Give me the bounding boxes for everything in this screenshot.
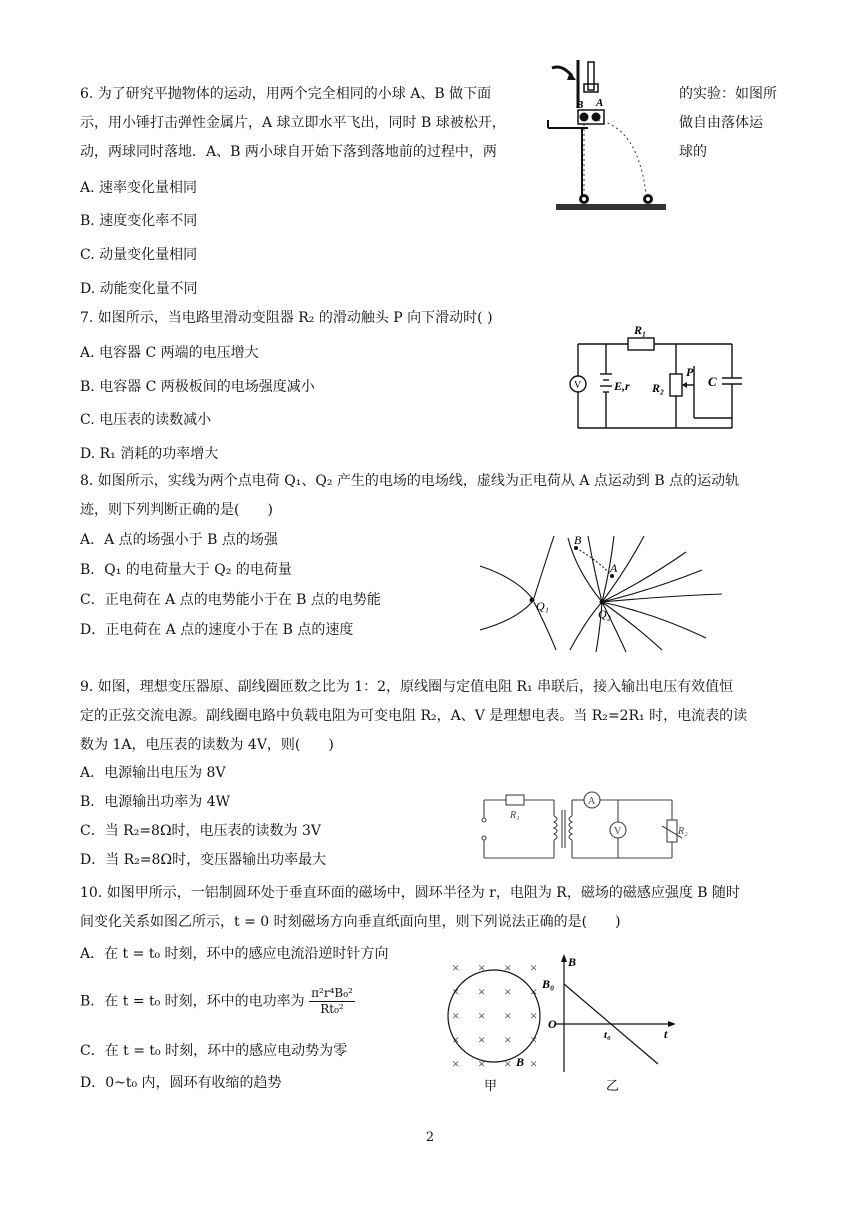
q10-jia-label: 甲 [484,1078,498,1093]
q7-r2-label: R₂ [652,381,665,395]
q10-formula-numerator: π²r⁴B₀² [311,986,353,1000]
q6-label-b: B [576,99,584,111]
q7-option-b: B. 电容器 C 两极板间的电场强度减小 [80,379,315,395]
field-cross-mark: × [530,960,538,975]
q9-line2: 定的正弦交流电源。副线圈电路中负载电阻为可变电阻 R₂，A、V 是理想电表。当 R₂=2R₁ 时，电流表的读 [80,708,748,724]
q7-option-a: A. 电容器 C 两端的电压增大 [80,345,259,361]
q7-stem: 7. 如图所示，当电路里滑动变阻器 R₂ 的滑动触头 P 向下滑动时( ) [80,310,493,326]
q10-option-c: C．在 t = t₀ 时刻，环中的感应电动势为零 [80,1043,348,1059]
q10-b0-label: B₀ [542,977,555,991]
q7-r1-label: R₁ [634,323,647,337]
q10-axis-b-label: B [568,955,577,969]
q7-p-label: P [686,365,694,379]
q10-yi-label: 乙 [606,1078,620,1093]
q7-c-label: C [708,374,717,389]
q9-line3: 数为 1A，电压表的读数为 4V，则( ) [80,737,334,753]
q8-line2: 迹，则下列判断正确的是( ) [80,502,273,518]
field-cross-mark: × [504,1032,512,1047]
q8-option-d: D．正电荷在 A 点的速度小于在 B 点的速度 [80,622,354,638]
q8-option-a: A．A 点的场强小于 B 点的场强 [80,532,278,548]
q8-q2-label: Q₂ [598,607,611,621]
q8-electric-field-figure [476,530,782,654]
field-cross-mark: × [478,1008,486,1023]
q9-transformer-circuit-figure [472,790,688,866]
q9-line1: 9. 如图，理想变压器原、副线圈匝数之比为 1：2，原线圈与定值电阻 R₁ 串联后，接入输出电压有效值恒 [80,679,734,695]
q10-t-axis-label: t [664,1027,668,1041]
q10-origin-label: O [548,1017,557,1031]
q8-line1: 8. 如图所示，实线为两个点电荷 Q₁、Q₂ 产生的电场的电场线，虚线为正电荷从 A 点运动到 B 点的运动轨 [80,473,740,489]
field-cross-mark: × [478,1056,486,1071]
q8-q1-label: Q₁ [536,599,549,613]
q7-option-c: C. 电压表的读数减小 [80,412,212,428]
q10-t0-label: t₀ [604,1029,611,1041]
field-cross-mark: × [530,1056,538,1071]
q6-line1: 6. 为了研究平抛物体的运动，用两个完全相同的小球 A、B 做下面 [80,86,492,102]
field-cross-mark: × [478,1032,486,1047]
q6-projectile-apparatus-figure [540,58,670,218]
field-cross-mark: × [530,984,538,999]
q6-line3-right: 球的 [679,144,707,160]
q10-line2: 间变化关系如图乙所示，t = 0 时刻磁场方向垂直纸面向里，则下列说法正确的是( ) [80,914,621,930]
field-cross-mark: × [504,1056,512,1071]
field-cross-mark: × [530,1008,538,1023]
field-cross-mark: × [478,984,486,999]
q10-option-a: A．在 t = t₀ 时刻，环中的感应电流沿逆时针方向 [80,946,389,962]
q10-option-b-prefix: B．在 t = t₀ 时刻，环中的电功率为 [80,993,305,1010]
q9-option-d: D．当 R₂=8Ω时，变压器输出功率最大 [80,852,327,868]
q10-option-b [80,986,355,1017]
q6-line1-right: 的实验：如图所 [679,86,777,102]
q10-ring-b-label: B [516,1055,525,1069]
field-cross-mark: × [452,960,460,975]
q9-r2-label: R₂ [678,826,688,837]
q6-line2-right: 做自由落体运 [679,115,763,131]
q9-option-a: A．电源输出电压为 8V [80,765,226,781]
q9-option-c: C．当 R₂=8Ω时，电压表的读数为 3V [80,823,322,839]
q9-voltmeter-label: V [614,826,622,837]
q9-option-b: B．电源输出功率为 4W [80,794,231,810]
q10-option-b-formula [309,986,355,1017]
field-cross-mark: × [504,984,512,999]
q7-voltmeter-label: V [574,380,582,391]
q8-b-label: B [574,533,582,547]
q9-r1-label: R₁ [510,810,520,821]
q6-option-b: B. 速度变化率不同 [80,213,198,229]
q6-label-a: A [596,97,604,109]
q8-a-label: A [610,561,618,575]
q6-line2: 示，用小锤打击弹性金属片，A 球立即水平飞出，同时 B 球被松开， [80,115,506,131]
q6-option-a: A. 速率变化量相同 [80,180,198,196]
q10-formula-denominator: Rt₀² [320,1002,344,1016]
q7-er-label: E,r [614,379,630,393]
q7-circuit-figure [566,322,756,438]
q9-ammeter-label: A [588,796,596,807]
field-cross-mark: × [452,1032,460,1047]
field-cross-mark: × [452,984,460,999]
q10-line1: 10. 如图甲所示，一铝制圆环处于垂直环面的磁场中，圆环半径为 r，电阻为 R，磁场的磁感应强度 B 随时 [80,885,741,901]
q7-option-d: D. R₁ 消耗的功率增大 [80,446,219,462]
q6-option-c: C. 动量变化量相同 [80,247,198,263]
q10-option-d: D．0~t₀ 内，圆环有收缩的趋势 [80,1075,282,1091]
field-cross-mark: × [530,1032,538,1047]
field-cross-mark: × [478,960,486,975]
field-cross-mark: × [504,1008,512,1023]
q8-option-b: B．Q₁ 的电荷量大于 Q₂ 的电荷量 [80,562,292,578]
q10-ring-figure-jia [442,952,680,1096]
field-cross-mark: × [504,960,512,975]
page-number: 2 [425,1130,435,1145]
q8-option-c: C．正电荷在 A 点的电势能小于在 B 点的电势能 [80,592,381,608]
q6-option-d: D. 动能变化量不同 [80,281,198,297]
field-cross-mark: × [452,1008,460,1023]
q6-line3: 动，两球同时落地．A、B 两小球自开始下落到落地前的过程中，两 [80,144,497,160]
field-cross-mark: × [452,1056,460,1071]
